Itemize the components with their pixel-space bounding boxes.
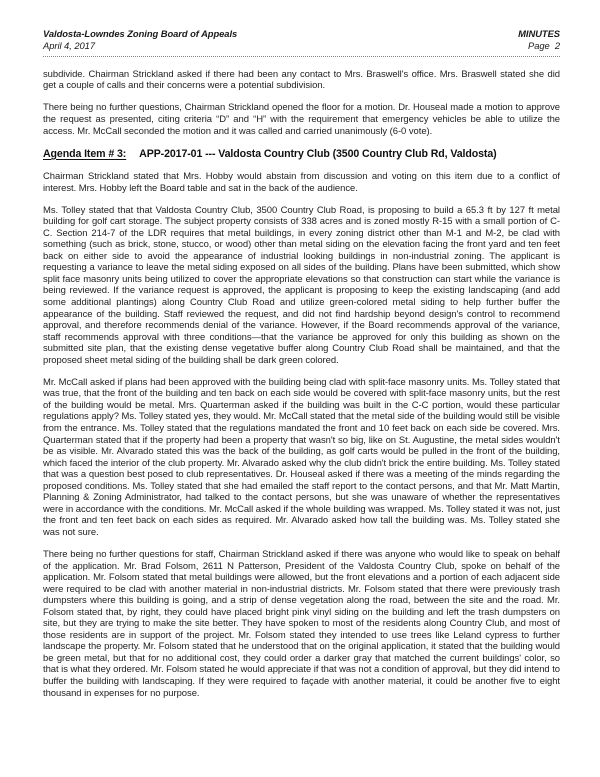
paragraph: There being no further questions, Chairman Strickland opened the floor for a motion. Dr. Houseal made a motion to approve the request as presented, citing criteria “D” and “H” with the requirement that emergency vehicles be able to utilize the access. Mr. McCall seconded the motion and it was called and carried unanimously (6-0 vote). xyxy=(43,102,560,137)
header-left-block xyxy=(43,28,237,53)
document-type-label: MINUTES xyxy=(518,28,560,39)
organization-title: Valdosta-Lowndes Zoning Board of Appeals xyxy=(43,28,238,39)
paragraph: Ms. Tolley stated that that Valdosta Country Club, 3500 Country Club Road, is proposing to build a 65.3 ft by 127 ft metal building for golf cart storage. The subject property consists of 338 acres and is zoned mostly R-15 with a small portion of C-C. Section 214-7 of the LDR requires that metal buildings, in every zoning district other than M-1 and M-2, be clad with something (such as brick, stone, stucco, or wood) other than metal siding on the elevation facing the front yard and ten feet back on either side to avoid the appearance of industrial looking buildings in non-industrial zoning. The applicant is requesting a variance to leave the metal siding exposed on all sides of the building. Plans have been submitted, which show split face masonry units being utilized to cover the appropriate elevations so that construction can start while the variance is being reviewed. If the variance request is approved, the applicant is proposing to keep the existing landscaping (and add some additional plantings) along Country Club Road and utilize green-colored metal siding to help further buffer the appearance of the building. Staff reviewed the request, and did not find hardship beyond design's control to recommend approval, and therefore recommends denial of the variance. However, if the Board recommends approval of the variance, staff recommends approval with three conditions—that the variance be approved for only this building as shown on the submitted site plan, that the existing dense vegetative buffer along Country Club Road shall be maintained, and that the proposed sheet metal siding of the building shall be dark green colored. xyxy=(43,204,560,366)
running-header xyxy=(43,28,560,53)
paragraph: Mr. McCall asked if plans had been approved with the building being clad with split-face masonry units. Ms. Tolley stated that was true, that the front of the building and ten back on each side would be covered with split-face masonry units, but the rest of the building would be metal. Mrs. Quarterman asked if the building was built in the C-C portion, would these particular regulations apply? Ms. Tolley stated yes, they would. Mr. McCall stated that the metal side of the building would still be visible from the entrance. Ms. Tolley stated that the regulations mandated the front and 10 feet back on each side be covered. Mrs. Quarterman stated that if the property had been a property that wasn't so big, like on St. Augustine, the metal sides wouldn't be as visible. Mr. Alvarado stated this was the back of the building, as golf carts would be pulled in the front of the building, which faced the interior of the club property. Mr. Alvarado asked why the club didn't brick the entire building. Ms. Tolley stated that was a question best posed to club representatives. Dr. Houseal asked if there was a meeting of the minds regarding the proposed conditions. Ms. Tolley stated that she had emailed the staff report to the contact persons, and that Mr. Matt Martin, Planning & Zoning Administrator, had talked to the contact persons, but she was unaware of whether the representatives were in accordance with the conditions. Mr. McCall asked if the whole building was wrapped. Ms. Tolley stated it was not, just the front and ten feet back on each sides as required. Mr. Alvarado asked how tall the building was. Ms. Tolley stated she was not sure. xyxy=(43,376,560,538)
paragraph: Chairman Strickland stated that Mrs. Hobby would abstain from discussion and voting on this item due to a conflict of interest. Mrs. Hobby left the Board table and sat in the back of the audience. xyxy=(43,171,560,194)
paragraph: subdivide. Chairman Strickland asked if there had been any contact to Mrs. Braswell's office. Mrs. Braswell stated she did get a couple of calls and their concerns were a potential subdivision. xyxy=(43,68,560,92)
meeting-date: April 4, 2017 xyxy=(43,40,95,52)
agenda-item-label: Agenda Item # 3: xyxy=(43,147,127,160)
page-number-label: Page 2 xyxy=(528,40,560,52)
paragraph: There being no further questions for staff, Chairman Strickland asked if there was anyone who would like to speak on behalf of the application. Mr. Brad Folsom, 2611 N Patterson, President of the Valdosta Country Club, spoke on behalf of the application. Mr. Folsom stated that metal buildings were allowed, but the front elevations and a portion of each adjacent side were required to be clad with another material in non-industrial districts. Mr. Folsom stated that there were previously trash dumpsters where this building is going, and a strip of dense vegetation along the road, between the site and the road. Mr. Folsom stated that, by right, they could have placed bright pink vinyl siding on the building and left the trash dumpsters on site, but they are trying to make the site better. They have spoken to most of the residents along Country Club, and most of those residents are in support of the project. Mr. Folsom stated they intended to use trees like Leland cypress to further landscape the property. Mr. Folsom stated that he understood that on the original application, it stated that the building would be green metal, but that for no additional cost, they could order a darker gray that matched the current buildings' color, so that is what they ordered. Mr. Folsom stated he would appreciate if that was not a condition of approval, but they did intend to buffer the building with landscaping. If they were required to façade with another material, it could be another five to eight thousand in expenses for no purpose. xyxy=(43,548,560,699)
agenda-item-heading xyxy=(43,148,560,161)
document-body xyxy=(43,69,560,699)
header-divider xyxy=(43,56,560,58)
agenda-item-text: APP-2017-01 --- Valdosta Country Club (3500 Country Club Rd, Valdosta) xyxy=(139,147,497,160)
header-right-block xyxy=(518,28,560,53)
